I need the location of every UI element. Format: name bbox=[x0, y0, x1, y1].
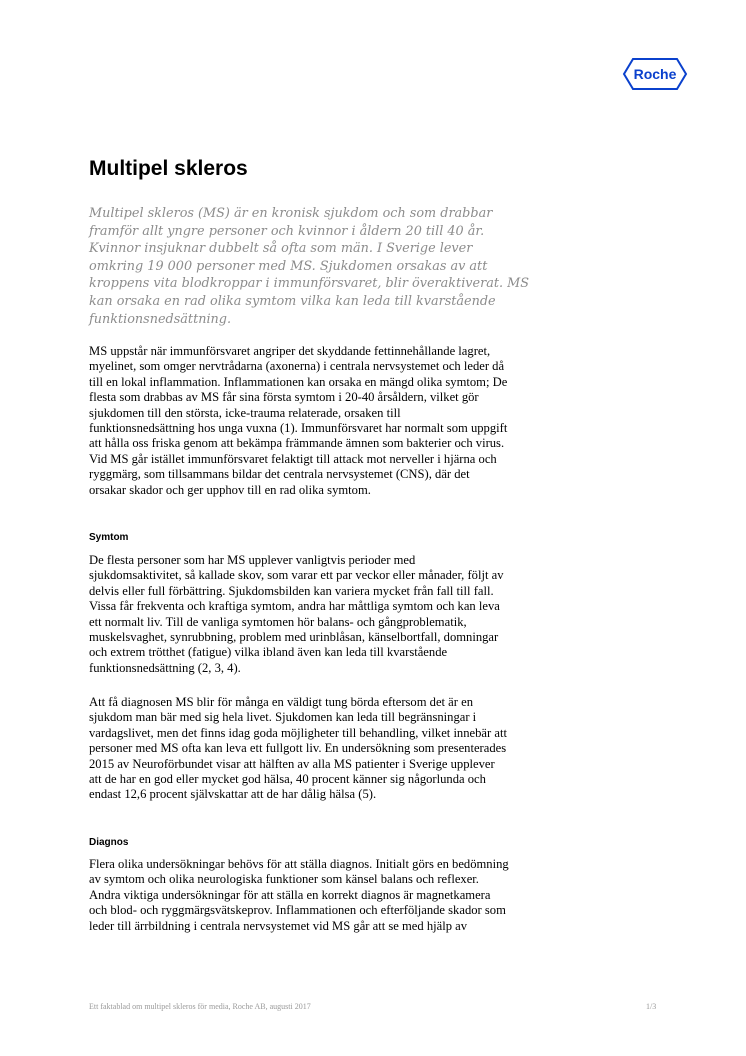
intro-paragraph: MS uppstår när immunförsvaret angriper det skyddande fettinnehållande lagret, myelinet, som omger nervtrådarna (axonerna) i centrala nervsystemet och leder då till en lokal inflammation. Inflammationen kan orsaka en mängd olika symtom; De flesta som drabbas av MS får sina första symtom i 20-40 årsåldern, vilket gör sjukdomen till den största, icke-trauma relaterade, orsaken till funktionsnedsättning hos unga vuxna (1). Immunförsvaret har normalt som uppgift att hålla oss friska genom att bekämpa främmande ämnen som bakterier och virus. Vid MS går istället immunförsvaret felaktigt till attack mot nerveller i hjärna och ryggmärg, som tillsammans bildar det centrala nervsystemet (CNS), där det orsakar skador och ger upphov till en rad olika symtom. bbox=[89, 344, 508, 497]
logo-text: Roche bbox=[633, 66, 677, 82]
section-heading-diagnos: Diagnos bbox=[89, 837, 129, 848]
roche-logo bbox=[622, 57, 688, 91]
section-heading-symtom: Symtom bbox=[89, 532, 129, 543]
page-title: Multipel skleros bbox=[89, 157, 248, 180]
diagnos-paragraph: Flera olika undersökningar behövs för att ställa diagnos. Initialt görs en bedömning av symtom och olika neurologiska funktioner som känsel balans och reflexer. Andra viktiga undersökningar för att ställa en korrekt diagnos är magnetkamera och blod- och ryggmärgsvätskeprov. Inflammationen och efterföljande skador som leder till ärrbildning i centrala nervsystemet vid MS går att se med hjälp av bbox=[89, 857, 509, 933]
page-number: 1/3 bbox=[646, 1002, 657, 1011]
symtom-paragraph-1: De flesta personer som har MS upplever vanligtvis perioder med sjukdomsaktivitet, så kallade skov, som varar ett par veckor eller månader, följt av delvis eller full förbättring. Sjukdomsbilden kan variera mycket från fall till fall. Vissa får frekventa och kraftiga symtom, andra har måttliga symtom och kan leva ett normalt liv. Till de vanliga symtomen hör balans- och gångproblematik, muskelsvaghet, synrubbning, problem med urinblåsan, känselbortfall, domningar och extrem trötthet (fatigue) vilka ibland även kan leda till kvarstående funktionsnedsättning (2, 3, 4). bbox=[89, 553, 504, 675]
lead-paragraph: Multipel skleros (MS) är en kronisk sjukdom och som drabbar framför allt yngre personer och kvinnor i åldern 20 till 40 år. Kvinnor insjuknar dubbelt så ofta som män. I Sverige lever omkring 19 000 personer med MS. Sjukdomen orsakas av att kroppens vita blodkroppar i immunförsvaret, blir överaktiverat. MS kan orsaka en rad olika symtom vilka kan leda till kvarstående funktionsnedsättning. bbox=[89, 206, 529, 327]
symtom-paragraph-2: Att få diagnosen MS blir för många en väldigt tung börda eftersom det är en sjukdom man bär med sig hela livet. Sjukdomen kan leda till begränsningar i vardagslivet, men det finns idag goda möjligheter till behandling, vilket innebär att personer med MS ofta kan leva ett fullgott liv. En undersökning som presenterades 2015 av Neuroförbundet visar att hälften av alla MS patienter i Sverige upplever att de har en god eller mycket god hälsa, 40 procent känner sig någorlunda och endast 12,6 procent självskattar att de har dålig hälsa (5). bbox=[89, 695, 507, 802]
footer-text: Ett faktablad om multipel skleros för media, Roche AB, augusti 2017 bbox=[89, 1002, 311, 1011]
